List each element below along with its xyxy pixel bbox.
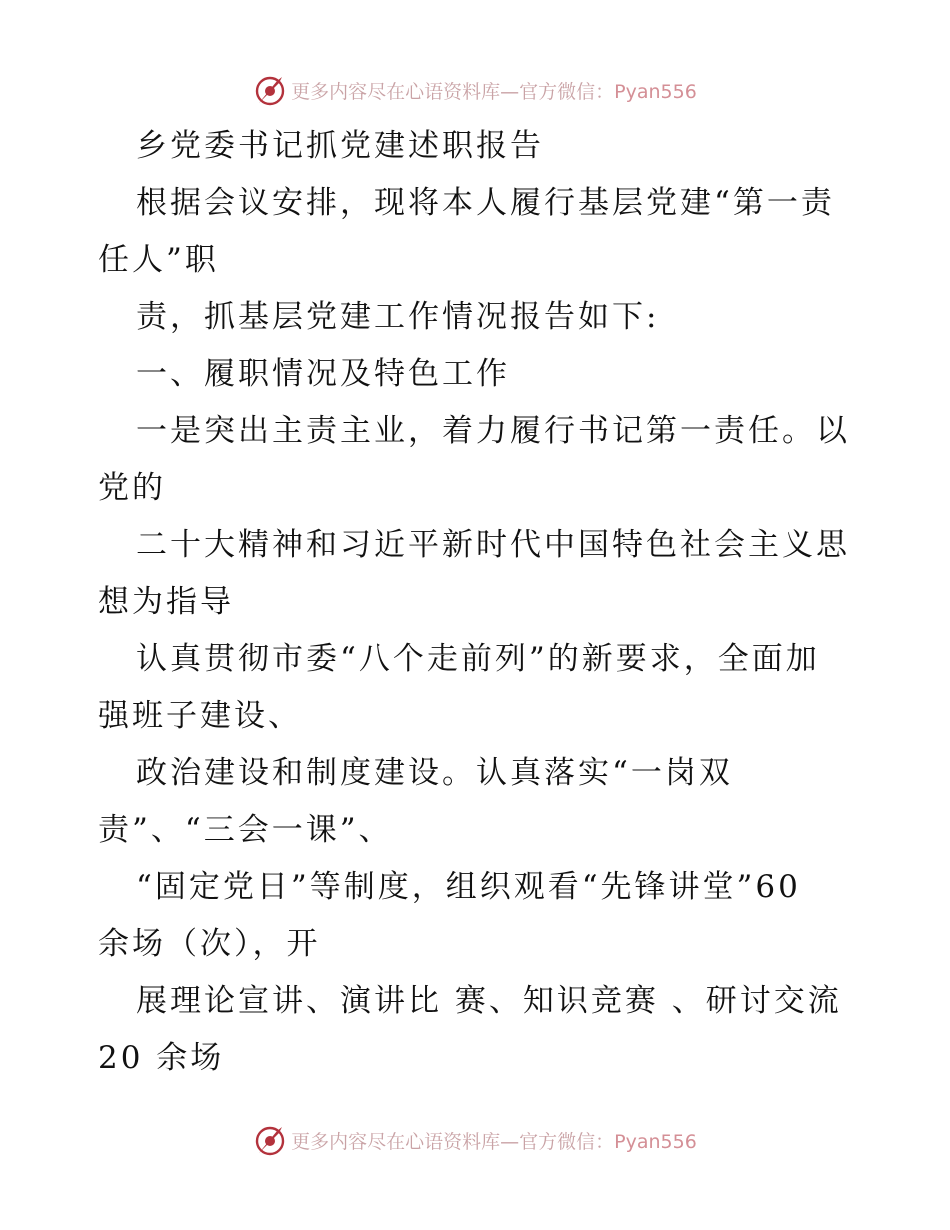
paragraph-line: 想为指导 xyxy=(98,584,234,620)
paragraph-line: “固定党日”等制度，组织观看“先锋讲堂”60 xyxy=(136,869,801,905)
paragraph-line: 20 余场 xyxy=(98,1040,225,1076)
wechat-id: Pyan556 xyxy=(614,1130,697,1153)
paragraph-line: 责”、“三会一课”、 xyxy=(98,812,393,848)
watermark-text: 更多内容尽在心语资料库—官方微信：Pyan556 xyxy=(291,1130,697,1153)
watermark-banner-bottom xyxy=(0,1120,950,1160)
watermark-text: 更多内容尽在心语资料库—官方微信：Pyan556 xyxy=(291,80,697,103)
paragraph-line: 余场（次），开 xyxy=(98,926,321,962)
paragraph-line: 任人”职 xyxy=(98,242,219,278)
wechat-id: Pyan556 xyxy=(614,80,697,103)
paragraph-line: 强班子建设、 xyxy=(98,698,302,734)
paragraph-line: 认真贯彻市委“八个走前列”的新要求，全面加 xyxy=(136,641,820,677)
red-pen-circle-logo-icon xyxy=(253,1123,287,1157)
section-heading: 一、履职情况及特色工作 xyxy=(136,356,510,392)
paragraph-line: 展理论宣讲、演讲比 赛、知识竞赛 、研讨交流 xyxy=(136,983,842,1019)
paragraph-line: 责，抓基层党建工作情况报告如下: xyxy=(136,299,660,335)
red-pen-circle-logo-icon xyxy=(253,73,287,107)
document-title: 乡党委书记抓党建述职报告 xyxy=(136,128,544,164)
watermark-banner-top xyxy=(0,70,950,110)
paragraph-line: 根据会议安排，现将本人履行基层党建“第一责 xyxy=(136,185,835,221)
document-body xyxy=(98,118,858,1087)
paragraph-line: 二十大精神和习近平新时代中国特色社会主义思 xyxy=(136,527,850,563)
paragraph-line: 政治建设和制度建设。认真落实“一岗双 xyxy=(136,755,733,791)
paragraph-line: 一是突出主责主业，着力履行书记第一责任。以 xyxy=(136,413,850,449)
paragraph-line: 党的 xyxy=(98,470,166,506)
